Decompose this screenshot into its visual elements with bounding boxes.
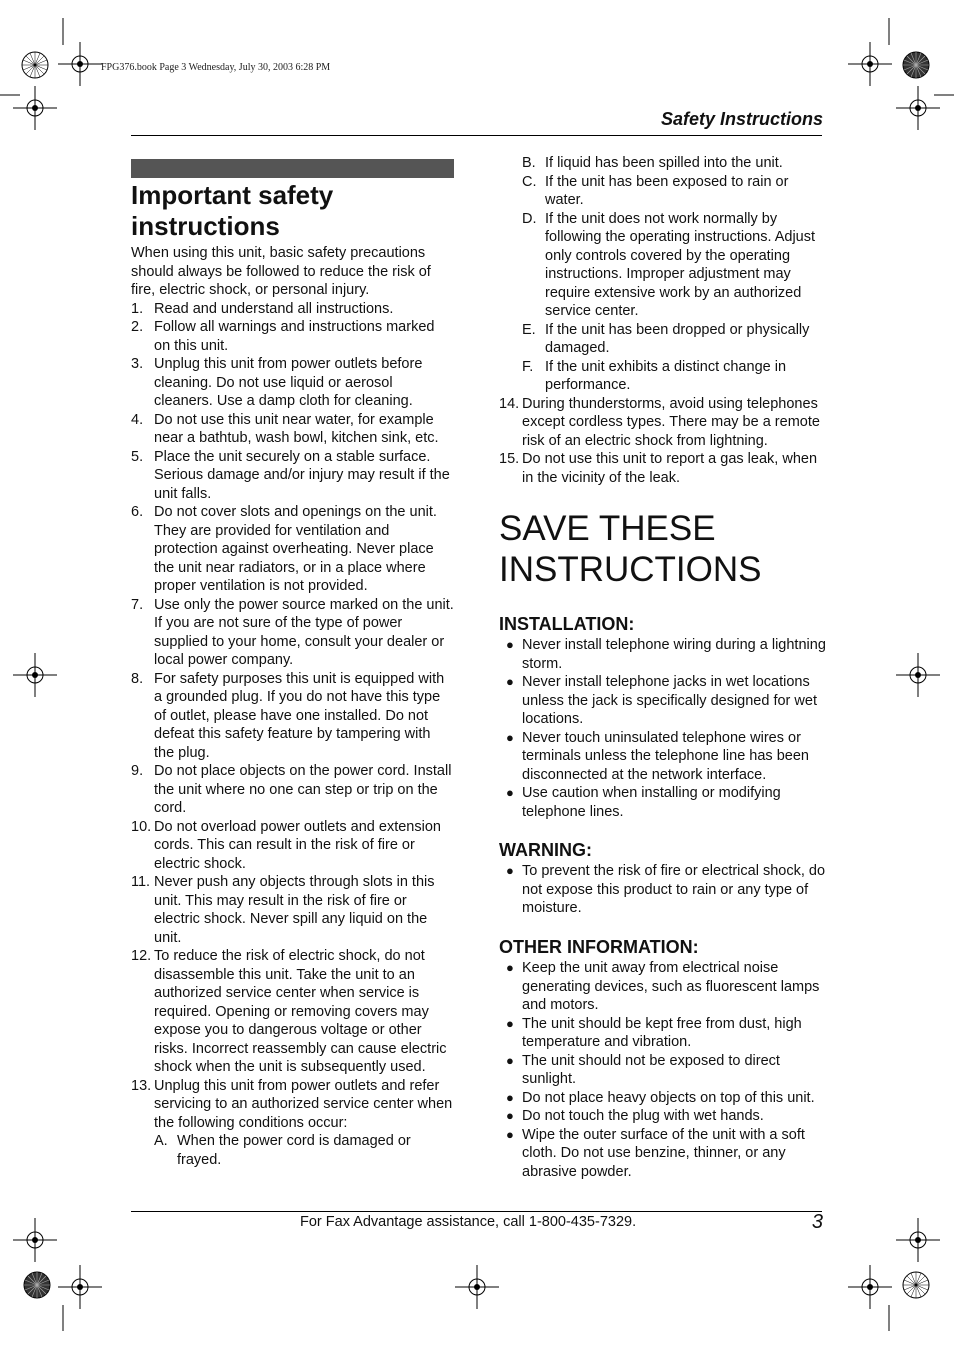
bullet-icon: ● xyxy=(506,1052,514,1068)
item-number: 15. xyxy=(499,451,520,467)
bullet-icon: ● xyxy=(506,960,514,975)
installation-heading: INSTALLATION: xyxy=(499,614,635,634)
bullet-item xyxy=(499,729,829,785)
list-item xyxy=(131,1077,454,1170)
bullet-icon: ● xyxy=(506,1089,514,1105)
list-item xyxy=(131,503,454,596)
bullet-item xyxy=(499,1089,829,1108)
condition-text: If the unit has been dropped or physically damaged. xyxy=(545,321,810,356)
condition-letter: C. xyxy=(522,173,537,190)
item-number: 6. xyxy=(131,504,144,520)
bullet-item xyxy=(499,1126,829,1182)
item-number: 12. xyxy=(131,948,152,964)
item-number: 10. xyxy=(131,818,152,835)
list-item xyxy=(131,670,454,763)
bullet-icon: ● xyxy=(506,674,514,689)
list-item xyxy=(131,300,454,319)
condition-letter: B. xyxy=(522,155,536,171)
bullet-icon: ● xyxy=(506,863,514,878)
installation-section xyxy=(499,613,829,821)
item-text: For safety purposes this unit is equipped with a grounded plug. If you do not have this type of outlet, please have one installed. Do not defeat this safety feature by tampering with the plug. xyxy=(154,670,445,761)
save-instructions-heading xyxy=(499,508,829,590)
list-item xyxy=(131,355,454,411)
bullet-icon: ● xyxy=(506,1015,514,1031)
save-heading-line1: SAVE THESE xyxy=(499,509,716,548)
condition-item xyxy=(522,210,823,321)
bullet-item xyxy=(499,1052,829,1089)
condition-letter: A. xyxy=(154,1133,168,1149)
list-item xyxy=(131,411,454,448)
bullet-icon: ● xyxy=(506,785,514,800)
item-text: Follow all warnings and instructions marked on this unit. xyxy=(154,319,435,354)
list-item xyxy=(131,762,454,818)
list-item xyxy=(131,818,454,874)
bullet-text: Keep the unit away from electrical noise generating devices, such as fluorescent lamps and motors. xyxy=(522,960,820,1013)
bullet-icon: ● xyxy=(506,729,514,745)
list-item xyxy=(131,448,454,504)
installation-list xyxy=(499,636,829,821)
item-text: Never push any objects through slots in this unit. This may result in the risk of fire or electric shock. Never spill any liquid on the unit. xyxy=(154,874,435,946)
condition-text: If liquid has been spilled into the unit. xyxy=(545,155,783,171)
bullet-text: The unit should not be exposed to direct sunlight. xyxy=(522,1052,780,1087)
item-text: Do not place objects on the power cord. Install the unit where no one can step or trip on the cord. xyxy=(154,763,452,816)
condition-text: If the unit has been exposed to rain or water. xyxy=(545,173,789,208)
page-number: 3 xyxy=(811,1211,823,1233)
item-text: To reduce the risk of electric shock, do not disassemble this unit. Take the unit to an authorized service center when service is required. Opening or removing covers may expose you to dangerous voltage or other risks. Incorrect reassembly can cause electric shock when the unit is subsequently used. xyxy=(154,948,447,1075)
item-number: 13. xyxy=(131,1077,152,1094)
list-item xyxy=(131,596,454,670)
list-item xyxy=(131,318,454,355)
condition-item xyxy=(522,154,823,173)
footer-rule xyxy=(131,1211,822,1212)
bullet-item xyxy=(499,862,829,918)
list-item xyxy=(499,395,823,451)
bullet-text: Do not place heavy objects on top of this unit. xyxy=(522,1089,815,1106)
item-number: 8. xyxy=(131,670,144,687)
condition-item xyxy=(522,173,823,210)
right-column xyxy=(499,154,823,487)
page-title-line1: Important safety xyxy=(131,180,334,210)
bullet-text: Do not touch the plug with wet hands. xyxy=(522,1108,764,1124)
item-text: Unplug this unit from power outlets and refer servicing to an authorized service center when the following conditions occur: xyxy=(154,1077,453,1131)
condition-list-continued xyxy=(499,154,823,395)
item-number: 4. xyxy=(131,411,144,428)
item-number: 14. xyxy=(499,395,520,412)
safety-list xyxy=(131,300,454,1170)
warning-list xyxy=(499,862,829,918)
page-title-line2: instructions xyxy=(131,211,280,241)
list-item xyxy=(131,873,454,947)
warning-section xyxy=(499,839,829,918)
bullet-text: To prevent the risk of fire or electrical shock, do not expose this product to rain or any type of moisture. xyxy=(522,863,826,916)
bullet-icon: ● xyxy=(506,1108,514,1123)
list-item xyxy=(499,450,823,487)
other-information-section xyxy=(499,936,829,1181)
bullet-item xyxy=(499,784,829,821)
item-number: 9. xyxy=(131,763,144,779)
left-column xyxy=(131,244,454,1169)
list-item xyxy=(131,947,454,1077)
page-title xyxy=(131,180,454,242)
bullet-text: Never touch uninsulated telephone wires or terminals unless the telephone line has been disconnected at the network interface. xyxy=(522,729,809,783)
print-info-line: FPG376.book Page 3 Wednesday, July 30, 2003 6:28 PM xyxy=(101,62,331,73)
bullet-text: Use caution when installing or modifying telephone lines. xyxy=(522,785,781,820)
condition-letter: D. xyxy=(522,210,537,227)
safety-list-continued xyxy=(499,395,823,488)
bullet-item xyxy=(499,1107,829,1126)
bullet-text: Never install telephone wiring during a lightning storm. xyxy=(522,637,826,672)
condition-item xyxy=(522,358,823,395)
item-text: Unplug this unit from power outlets before cleaning. Do not use liquid or aerosol cleaners. Use a damp cloth for cleaning. xyxy=(154,356,423,409)
item-number: 5. xyxy=(131,448,144,465)
item-text: During thunderstorms, avoid using telephones except cordless types. There may be a remote risk of an electric shock from lightning. xyxy=(522,395,820,449)
condition-text: If the unit does not work normally by following the operating instructions. Adjust only controls covered by the operating instructions. Improper adjustment may require extensive work by an authorized service center. xyxy=(545,210,816,319)
bullet-item xyxy=(499,1015,829,1052)
item-number: 11. xyxy=(131,874,151,890)
save-heading-line2: INSTRUCTIONS xyxy=(499,550,762,589)
item-number: 1. xyxy=(131,300,144,317)
bullet-item xyxy=(499,959,829,1015)
item-number: 7. xyxy=(131,596,144,613)
condition-letter: E. xyxy=(522,321,536,338)
condition-text: If the unit exhibits a distinct change in performance. xyxy=(545,358,787,393)
bullet-item xyxy=(499,673,829,729)
intro-paragraph: When using this unit, basic safety precautions should always be followed to reduce the risk of fire, electric shock, or personal injury. xyxy=(131,245,431,298)
item-text: Place the unit securely on a stable surface. Serious damage and/or injury may result if the unit falls. xyxy=(154,448,450,502)
item-number: 2. xyxy=(131,319,144,335)
item-text: Use only the power source marked on the unit. If you are not sure of the type of power supplied to your home, consult your dealer or local power company. xyxy=(154,596,454,668)
header-rule xyxy=(131,135,822,136)
bullet-text: Never install telephone jacks in wet locations unless the jack is specifically designed for wet locations. xyxy=(522,674,817,727)
condition-list xyxy=(154,1132,454,1169)
bullet-text: The unit should be kept free from dust, high temperature and vibration. xyxy=(522,1015,802,1050)
section-title: Safety Instructions xyxy=(660,109,823,129)
item-text: Do not overload power outlets and extension cords. This can result in the risk of fire or electric shock. xyxy=(154,818,441,872)
bullet-icon: ● xyxy=(506,637,514,652)
footer-assistance-text: For Fax Advantage assistance, call 1-800-435-7329. xyxy=(300,1214,637,1230)
item-text: Do not use this unit to report a gas leak, when in the vicinity of the leak. xyxy=(522,451,818,486)
other-information-heading: OTHER INFORMATION: xyxy=(499,937,699,957)
bullet-icon: ● xyxy=(506,1126,514,1142)
condition-item xyxy=(522,321,823,358)
item-text: Do not cover slots and openings on the unit. They are provided for ventilation and protection against overheating. Never place the unit near radiators, or in a place where proper ventilation is not provided. xyxy=(154,504,437,594)
other-information-list xyxy=(499,959,829,1181)
item-text: Read and understand all instructions. xyxy=(154,300,394,317)
item-number: 3. xyxy=(131,356,144,372)
warning-heading: WARNING: xyxy=(499,840,592,860)
item-text: Do not use this unit near water, for example near a bathtub, wash bowl, kitchen sink, etc. xyxy=(154,411,439,446)
bullet-item xyxy=(499,636,829,673)
condition-letter: F. xyxy=(522,358,534,375)
condition-item xyxy=(154,1132,454,1169)
condition-text: When the power cord is damaged or frayed. xyxy=(177,1133,411,1168)
title-bar xyxy=(131,159,454,178)
bullet-text: Wipe the outer surface of the unit with a soft cloth. Do not use benzine, thinner, or any abrasive powder. xyxy=(522,1126,805,1180)
